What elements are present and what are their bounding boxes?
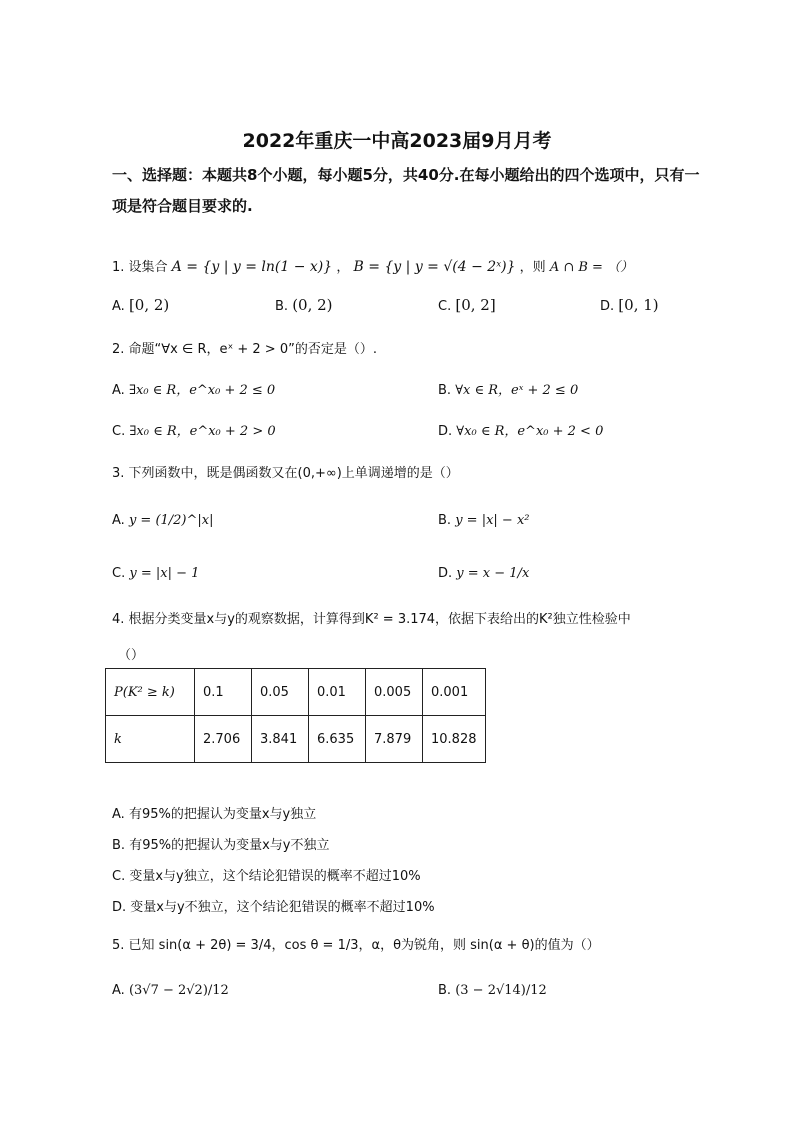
option-label: D. xyxy=(600,299,615,314)
q5-option-b[interactable] xyxy=(438,983,547,998)
option-text: (3√7 − 2√2)/12 xyxy=(128,983,229,998)
section-heading: 一、选择题：本题共8个小题，每小题5分，共40分.在每小题给出的四个选项中，只有一项是符合题目要求的. xyxy=(112,166,700,215)
table-cell: 2.706 xyxy=(195,716,252,763)
option-text: y = (1/2)^|x| xyxy=(128,513,214,528)
option-label: A. xyxy=(112,513,125,528)
question-3-stem: 3. 下列函数中，既是偶函数又在(0,+∞)上单调递增的是（） xyxy=(112,466,459,481)
option-text: y = x − 1/x xyxy=(456,566,530,581)
q1-stem-b: ，则 xyxy=(519,260,546,275)
q1-option-c[interactable] xyxy=(438,296,496,314)
option-text: 有95%的把握认为变量x与y不独立 xyxy=(129,838,330,853)
option-label: C. xyxy=(112,566,126,581)
page-title: 2022年重庆一中高2023届9月月考 xyxy=(242,130,552,152)
option-label: B. xyxy=(438,983,452,998)
option-label: C. xyxy=(112,424,126,439)
q2-option-a[interactable] xyxy=(112,379,275,398)
table-row xyxy=(106,669,486,716)
table-row-header: P(K² ≥ k) xyxy=(106,669,195,716)
q1-expr: A ∩ B = （） xyxy=(549,260,634,275)
q4-option-b[interactable] xyxy=(112,834,330,853)
table-cell: 10.828 xyxy=(423,716,486,763)
table-row xyxy=(106,716,486,763)
q3-option-b[interactable] xyxy=(438,513,530,528)
table-cell: 0.1 xyxy=(195,669,252,716)
q4-option-c[interactable] xyxy=(112,865,421,884)
option-text: [0, 2) xyxy=(128,296,170,314)
q3-option-c[interactable] xyxy=(112,566,199,581)
option-label: D. xyxy=(438,424,453,439)
table-row-header: k xyxy=(106,716,195,763)
option-text: 变量x与y不独立，这个结论犯错误的概率不超过10% xyxy=(130,900,435,915)
table-cell: 0.01 xyxy=(309,669,366,716)
option-text: ∀x ∈ R，eˣ + 2 ≤ 0 xyxy=(455,383,579,398)
table-cell: 0.05 xyxy=(252,669,309,716)
q2-option-b[interactable] xyxy=(438,379,578,398)
q1-set-b: B = {y | y = √(4 − 2ˣ)} xyxy=(353,259,516,275)
option-label: B. xyxy=(438,383,452,398)
q1-option-a[interactable] xyxy=(112,296,169,314)
option-text: 有95%的把握认为变量x与y独立 xyxy=(128,807,317,822)
q1-stem-a: 1. 设集合 xyxy=(112,260,168,275)
option-label: A. xyxy=(112,807,125,822)
option-label: D. xyxy=(112,900,127,915)
table-cell: 3.841 xyxy=(252,716,309,763)
question-4-stem-cont: （） xyxy=(118,648,145,663)
q1-set-a: A = {y | y = ln(1 − x)} xyxy=(171,259,333,275)
question-5-stem: 5. 已知 sin(α + 2θ) = 3/4，cos θ = 1/3，α，θ为锐角，则 sin(α + θ)的值为（） xyxy=(112,938,600,953)
q1-option-d[interactable] xyxy=(600,296,659,314)
option-label: A. xyxy=(112,983,125,998)
table-cell: 0.001 xyxy=(423,669,486,716)
option-text: [0, 2] xyxy=(455,296,496,314)
option-text: y = |x| − x² xyxy=(455,513,530,528)
table-cell: 0.005 xyxy=(366,669,423,716)
option-label: C. xyxy=(438,299,452,314)
option-label: C. xyxy=(112,869,126,884)
q1-option-b[interactable] xyxy=(275,296,333,314)
question-4-stem: 4. 根据分类变量x与y的观察数据，计算得到K² = 3.174，依据下表给出的K²独立性检验中 xyxy=(112,612,631,627)
q4-option-a[interactable] xyxy=(112,803,316,822)
question-1-stem xyxy=(112,256,633,275)
option-text: ∀x₀ ∈ R，e^x₀ + 2 < 0 xyxy=(456,424,604,439)
option-text: [0, 1) xyxy=(618,296,659,314)
table-cell: 7.879 xyxy=(366,716,423,763)
option-text: ∃x₀ ∈ R，e^x₀ + 2 ≤ 0 xyxy=(128,383,276,398)
q3-option-d[interactable] xyxy=(438,566,529,581)
q3-option-a[interactable] xyxy=(112,513,214,528)
option-label: A. xyxy=(112,299,125,314)
question-2-stem: 2. 命题“∀x ∈ R，eˣ + 2 > 0”的否定是（）. xyxy=(112,342,377,357)
q1-comma: ， xyxy=(336,260,350,275)
option-text: (3 − 2√14)/12 xyxy=(455,983,547,998)
option-label: B. xyxy=(275,299,289,314)
q2-option-c[interactable] xyxy=(112,420,276,439)
q5-option-a[interactable] xyxy=(112,983,229,998)
option-text: (0, 2) xyxy=(292,296,333,314)
option-text: 变量x与y独立，这个结论犯错误的概率不超过10% xyxy=(129,869,421,884)
q2-option-d[interactable] xyxy=(438,420,603,439)
option-text: y = |x| − 1 xyxy=(129,566,200,581)
option-label: B. xyxy=(112,838,126,853)
q4-option-d[interactable] xyxy=(112,896,435,915)
table-cell: 6.635 xyxy=(309,716,366,763)
option-label: D. xyxy=(438,566,453,581)
critical-value-table xyxy=(105,668,486,763)
option-label: B. xyxy=(438,513,452,528)
option-label: A. xyxy=(112,383,125,398)
option-text: ∃x₀ ∈ R，e^x₀ + 2 > 0 xyxy=(129,424,276,439)
